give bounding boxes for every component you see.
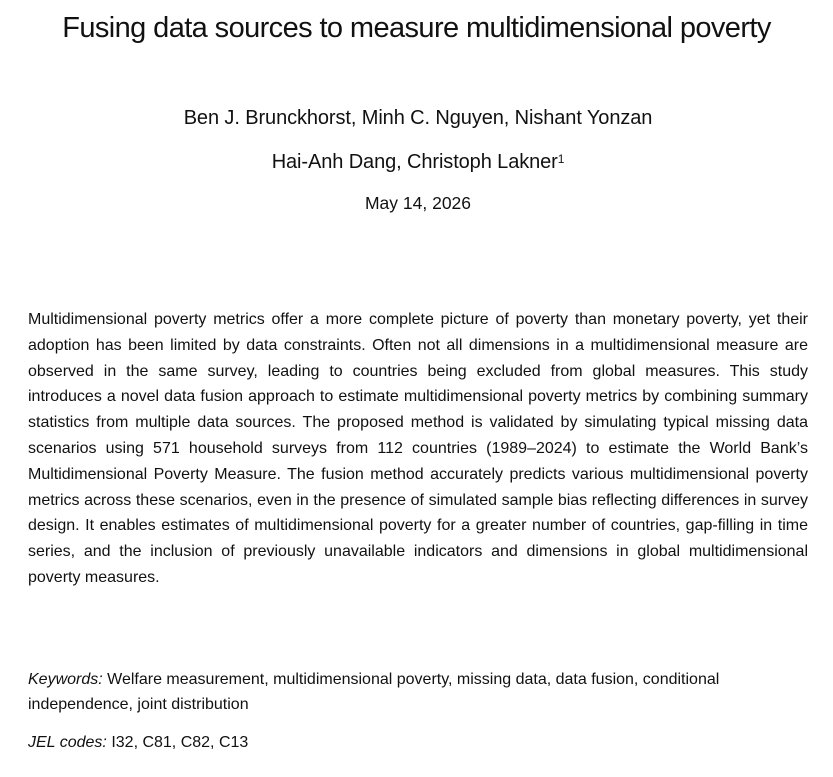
authors-line-1: Ben J. Brunckhorst, Minh C. Nguyen, Nishant Yonzan — [183, 107, 653, 129]
abstract: Multidimensional poverty metrics offer a more complete picture of poverty than monetary poverty, yet their adoption has been limited by data constraints. Often not all dimensions in a multidimensional measure are observed in the same survey, leading to countries being excluded from global measures. This study introduces a novel data fusion approach to estimate multidimensional poverty metrics by combining summary statistics from multiple data sources. The proposed method is validated by simulating typical missing data scenarios using 571 household surveys from 112 countries (1989–2024) to estimate the World Bank’s Multidimensional Poverty Measure. The fusion method accurately predicts various multidimensional poverty metrics across these scenarios, even in the presence of simulated sample bias reflecting differences in survey design. It enables estimates of multidimensional poverty for a greater number of countries, gap-filling in time series, and the inclusion of previously unavailable indicators and dimensions in global multidimensional poverty measures. — [28, 311, 808, 586]
footnote-marker: 1 — [557, 152, 565, 166]
paper-title: Fusing data sources to measure multidimensional poverty — [62, 12, 771, 44]
authors-line-2-text: Hai-Anh Dang, Christoph Lakner — [271, 151, 558, 173]
authors-line-2 — [0, 149, 833, 175]
jel-label: JEL codes: — [28, 734, 107, 751]
paper-date: May 14, 2026 — [364, 193, 472, 213]
keywords-text: Welfare measurement, multidimensional poverty, missing data, data fusion, conditional independence, joint distribution — [28, 671, 720, 713]
jel-text: I32, C81, C82, C13 — [106, 734, 249, 751]
keywords — [28, 668, 808, 717]
keywords-label: Keywords: — [28, 671, 103, 688]
jel-codes — [28, 731, 808, 755]
